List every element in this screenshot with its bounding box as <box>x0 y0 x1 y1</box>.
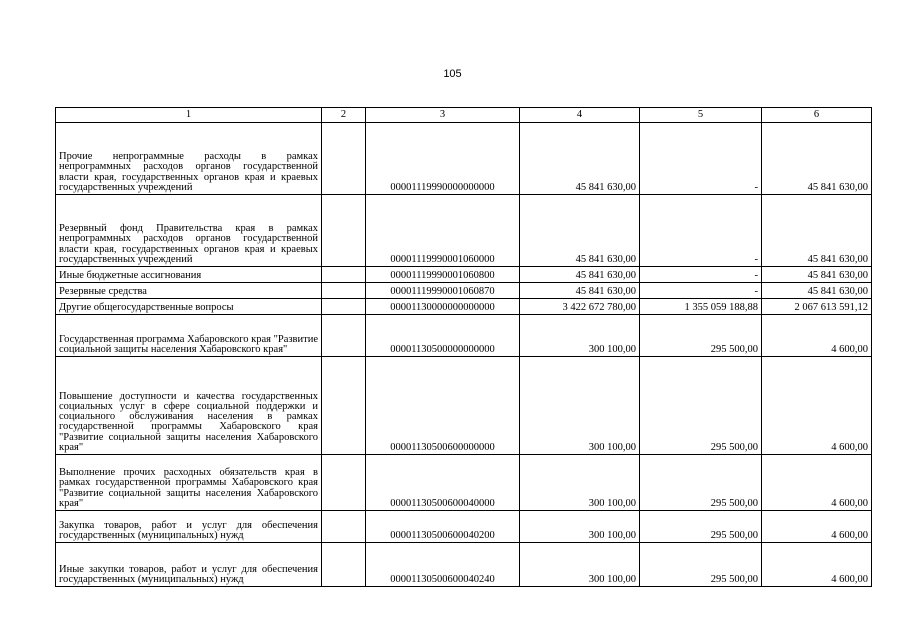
row-value-4: 300 100,00 <box>520 543 640 587</box>
table-header-row <box>56 108 872 123</box>
row-col2 <box>322 267 366 283</box>
row-value-5: 295 500,00 <box>640 455 762 511</box>
row-col2 <box>322 511 366 543</box>
row-value-4: 45 841 630,00 <box>520 123 640 195</box>
row-value-4: 45 841 630,00 <box>520 283 640 299</box>
row-name: Повышение доступности и качества государственных социальных услуг в сфере социальной поддержки и социального обслуживания населения в рамках государственной программы Хабаровского края "Развитие социальной защиты населения Хабаровского края" <box>56 357 322 455</box>
row-value-5: 295 500,00 <box>640 315 762 357</box>
budget-table <box>55 107 872 587</box>
row-code: 00001130500000000000 <box>366 315 520 357</box>
row-value-4: 300 100,00 <box>520 511 640 543</box>
row-code: 00001130500600040240 <box>366 543 520 587</box>
table-row <box>56 315 872 357</box>
row-value-6: 4 600,00 <box>762 511 872 543</box>
table-row <box>56 357 872 455</box>
row-value-4: 3 422 672 780,00 <box>520 299 640 315</box>
row-value-5: - <box>640 123 762 195</box>
row-col2 <box>322 543 366 587</box>
row-value-6: 45 841 630,00 <box>762 267 872 283</box>
row-value-4: 300 100,00 <box>520 315 640 357</box>
row-col2 <box>322 455 366 511</box>
row-code: 00001119990001060000 <box>366 195 520 267</box>
table-row <box>56 299 872 315</box>
row-value-5: 295 500,00 <box>640 511 762 543</box>
row-value-6: 4 600,00 <box>762 357 872 455</box>
table-row <box>56 283 872 299</box>
table-row <box>56 455 872 511</box>
row-code: 00001130500600000000 <box>366 357 520 455</box>
row-code: 00001119990001060800 <box>366 267 520 283</box>
page-number: 105 <box>443 68 462 80</box>
row-value-5: 1 355 059 188,88 <box>640 299 762 315</box>
row-value-5: - <box>640 283 762 299</box>
row-col2 <box>322 357 366 455</box>
row-code: 00001130000000000000 <box>366 299 520 315</box>
row-name: Закупка товаров, работ и услуг для обеспечения государственных (муниципальных) нужд <box>56 511 322 543</box>
row-code: 00001119990001060870 <box>366 283 520 299</box>
row-code: 00001130500600040000 <box>366 455 520 511</box>
row-name: Иные закупки товаров, работ и услуг для обеспечения государственных (муниципальных) нужд <box>56 543 322 587</box>
column-header: 6 <box>762 108 872 123</box>
row-value-4: 300 100,00 <box>520 357 640 455</box>
column-header: 3 <box>366 108 520 123</box>
row-value-6: 4 600,00 <box>762 455 872 511</box>
row-col2 <box>322 299 366 315</box>
table-row <box>56 123 872 195</box>
row-value-6: 2 067 613 591,12 <box>762 299 872 315</box>
table-row <box>56 543 872 587</box>
row-value-6: 4 600,00 <box>762 543 872 587</box>
column-header: 1 <box>56 108 322 123</box>
row-name: Иные бюджетные ассигнования <box>56 267 322 283</box>
row-value-6: 4 600,00 <box>762 315 872 357</box>
row-value-4: 45 841 630,00 <box>520 195 640 267</box>
column-header: 4 <box>520 108 640 123</box>
column-header: 5 <box>640 108 762 123</box>
row-col2 <box>322 283 366 299</box>
row-value-4: 45 841 630,00 <box>520 267 640 283</box>
row-name: Государственная программа Хабаровского края "Развитие социальной защиты населения Хабаровского края" <box>56 315 322 357</box>
row-value-5: - <box>640 267 762 283</box>
row-value-5: 295 500,00 <box>640 357 762 455</box>
row-value-6: 45 841 630,00 <box>762 123 872 195</box>
row-code: 00001130500600040200 <box>366 511 520 543</box>
row-value-5: 295 500,00 <box>640 543 762 587</box>
row-col2 <box>322 315 366 357</box>
table-row <box>56 267 872 283</box>
row-name: Прочие непрограммные расходы в рамках непрограммных расходов органов государственной власти края, государственных органов края и краевых государственных учреждений <box>56 123 322 195</box>
row-name: Другие общегосударственные вопросы <box>56 299 322 315</box>
row-value-6: 45 841 630,00 <box>762 283 872 299</box>
row-value-5: - <box>640 195 762 267</box>
row-col2 <box>322 123 366 195</box>
column-header: 2 <box>322 108 366 123</box>
row-name: Выполнение прочих расходных обязательств края в рамках государственной программы Хабаровского края "Развитие социальной защиты населения Хабаровского края" <box>56 455 322 511</box>
row-col2 <box>322 195 366 267</box>
row-code: 00001119990000000000 <box>366 123 520 195</box>
row-value-4: 300 100,00 <box>520 455 640 511</box>
row-value-6: 45 841 630,00 <box>762 195 872 267</box>
table-row <box>56 195 872 267</box>
row-name: Резервный фонд Правительства края в рамках непрограммных расходов органов государственной власти края, государственных органов края и краевых государственных учреждений <box>56 195 322 267</box>
table-row <box>56 511 872 543</box>
row-name: Резервные средства <box>56 283 322 299</box>
